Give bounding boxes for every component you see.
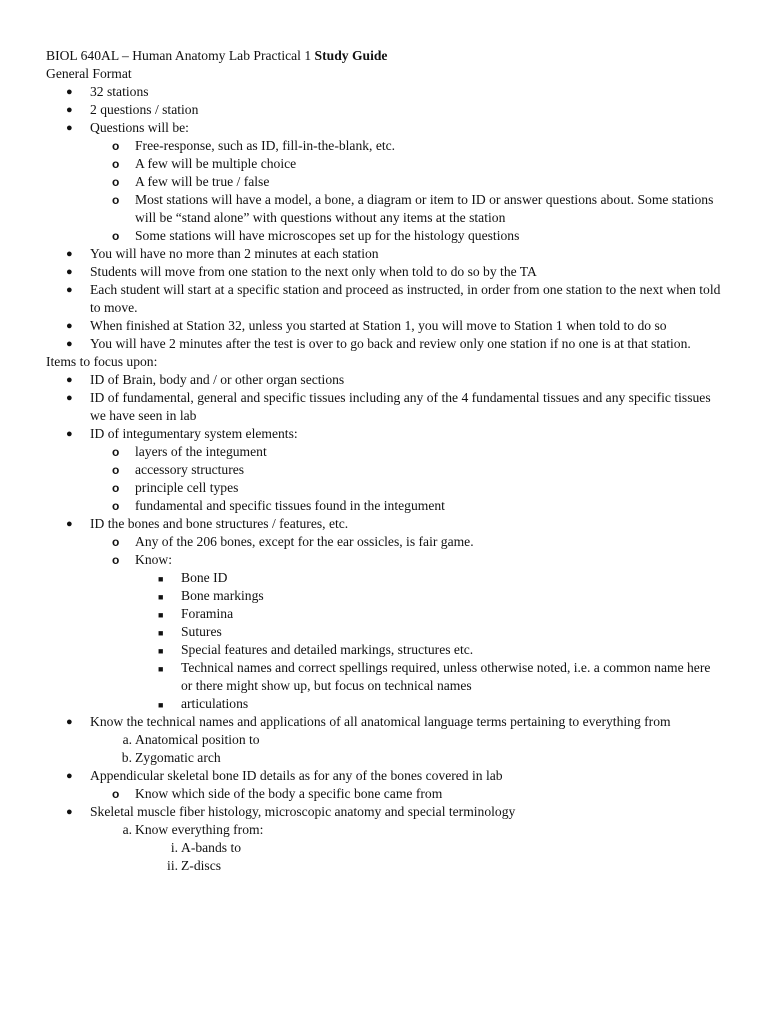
document-title <box>46 47 722 65</box>
sub-list-item <box>46 533 722 551</box>
list-item <box>46 263 722 281</box>
bullet-icon: ● <box>66 248 73 260</box>
sub-list-item <box>46 227 722 245</box>
circle-bullet-icon: o <box>112 787 120 801</box>
list-item-text: Questions will be: <box>90 120 189 135</box>
sub-list-item <box>46 551 722 569</box>
sub-sub-list-item <box>46 587 722 605</box>
list-item-text: Technical names and correct spellings required, unless otherwise noted, i.e. a common name here or there might show up, but focus on technical names <box>181 660 711 693</box>
title-bold-text: Study Guide <box>314 48 388 63</box>
bullet-icon: ● <box>66 320 73 332</box>
list-item <box>46 803 722 821</box>
circle-bullet-icon: o <box>112 445 120 459</box>
list-item <box>46 515 722 533</box>
sub-sub-list-item <box>46 569 722 587</box>
list-item-text: ID the bones and bone structures / features, etc. <box>90 516 349 531</box>
list-item-text: layers of the integument <box>135 444 267 459</box>
list-item <box>46 101 722 119</box>
list-item-text: Know which side of the body a specific bone came from <box>135 786 443 801</box>
bullet-icon: ● <box>66 806 73 818</box>
list-item <box>46 335 722 353</box>
list-item-text: Foramina <box>181 606 234 621</box>
list-item-text: You will have no more than 2 minutes at each station <box>90 246 379 261</box>
circle-bullet-icon: o <box>112 481 120 495</box>
bullet-icon: ● <box>66 266 73 278</box>
bullet-icon: ● <box>66 770 73 782</box>
sub-list-item <box>46 191 722 227</box>
list-item-text: ID of integumentary system elements: <box>90 426 298 441</box>
circle-bullet-icon: o <box>112 229 120 243</box>
bullet-list <box>46 371 722 875</box>
list-item-text: ID of fundamental, general and specific tissues including any of the 4 fundamental tissues and any specific tissues we have seen in lab <box>90 390 711 423</box>
circle-bullet-icon: o <box>112 157 120 171</box>
bullet-list <box>46 83 722 353</box>
list-item-text: Most stations will have a model, a bone, a diagram or item to ID or answer questions about. Some stations will be “stand alone” with questions without any items at the station <box>135 192 714 225</box>
sub-list-item <box>46 155 722 173</box>
sub-list-item <box>46 479 722 497</box>
square-bullet-icon: ■ <box>158 610 164 620</box>
bullet-icon: ● <box>66 104 73 116</box>
section-heading: Items to focus upon: <box>46 354 158 369</box>
list-marker: i. <box>170 840 178 855</box>
bullet-icon: ● <box>66 338 73 350</box>
list-item-text: articulations <box>181 696 249 711</box>
sub-list-item <box>46 137 722 155</box>
circle-bullet-icon: o <box>112 463 120 477</box>
list-item-text: 32 stations <box>90 84 149 99</box>
circle-bullet-icon: o <box>112 139 120 153</box>
section-heading: General Format <box>46 66 132 81</box>
sub-list-item <box>46 443 722 461</box>
list-item <box>46 317 722 335</box>
list-item-text: accessory structures <box>135 462 245 477</box>
sub-sub-list-item <box>46 857 722 875</box>
bullet-icon: ● <box>66 374 73 386</box>
square-bullet-icon: ■ <box>158 664 164 674</box>
sub-list-item <box>46 821 722 839</box>
list-item <box>46 371 722 389</box>
list-item-text: Special features and detailed markings, structures etc. <box>181 642 474 657</box>
list-item-text: A few will be multiple choice <box>135 156 297 171</box>
list-item-text: Appendicular skeletal bone ID details as for any of the bones covered in lab <box>90 768 503 783</box>
list-item <box>46 245 722 263</box>
sub-sub-list-item <box>46 605 722 623</box>
sub-list-item <box>46 497 722 515</box>
list-item <box>46 281 722 317</box>
list-item-text: Bone markings <box>181 588 264 603</box>
sub-sub-list-item <box>46 641 722 659</box>
list-item-text: When finished at Station 32, unless you started at Station 1, you will move to Station 1 when told to do so <box>90 318 667 333</box>
bullet-icon: ● <box>66 716 73 728</box>
list-marker: a. <box>122 822 132 837</box>
sub-sub-list-item <box>46 839 722 857</box>
square-bullet-icon: ■ <box>158 628 164 638</box>
circle-bullet-icon: o <box>112 553 120 567</box>
list-item-text: Skeletal muscle fiber histology, microscopic anatomy and special terminology <box>90 804 516 819</box>
list-item-text: Free-response, such as ID, fill-in-the-blank, etc. <box>135 138 396 153</box>
square-bullet-icon: ■ <box>158 646 164 656</box>
list-item-text: Zygomatic arch <box>135 750 221 765</box>
list-marker: ii. <box>167 858 178 873</box>
bullet-icon: ● <box>66 284 73 296</box>
list-item <box>46 83 722 101</box>
sub-list-item <box>46 173 722 191</box>
list-marker: a. <box>122 732 132 747</box>
list-item-text: Anatomical position to <box>135 732 260 747</box>
list-item <box>46 767 722 785</box>
square-bullet-icon: ■ <box>158 592 164 602</box>
bullet-icon: ● <box>66 392 73 404</box>
list-item-text: A few will be true / false <box>135 174 270 189</box>
list-item-text: You will have 2 minutes after the test is over to go back and review only one station if no one is at that station. <box>90 336 691 351</box>
list-item-text: Know everything from: <box>135 822 264 837</box>
list-item-text: Know: <box>135 552 173 567</box>
sub-list-item <box>46 731 722 749</box>
list-item <box>46 425 722 443</box>
sub-list-item <box>46 749 722 767</box>
list-item-text: Sutures <box>181 624 222 639</box>
list-item <box>46 119 722 137</box>
title-text: BIOL 640AL – Human Anatomy Lab Practical 1 <box>46 48 315 63</box>
list-marker: b. <box>121 750 132 765</box>
sub-sub-list-item <box>46 659 722 695</box>
square-bullet-icon: ■ <box>158 574 164 584</box>
list-item <box>46 389 722 425</box>
list-item-text: fundamental and specific tissues found in the integument <box>135 498 445 513</box>
list-item-text: ID of Brain, body and / or other organ sections <box>90 372 345 387</box>
list-item-text: A-bands to <box>181 840 242 855</box>
circle-bullet-icon: o <box>112 175 120 189</box>
sub-sub-list-item <box>46 695 722 713</box>
list-item-text: 2 questions / station <box>90 102 199 117</box>
bullet-icon: ● <box>66 428 73 440</box>
bullet-icon: ● <box>66 86 73 98</box>
sub-list-item <box>46 461 722 479</box>
bullet-icon: ● <box>66 518 73 530</box>
list-item-text: Know the technical names and applications of all anatomical language terms pertaining to everything from <box>90 714 671 729</box>
list-item-text: Some stations will have microscopes set up for the histology questions <box>135 228 520 243</box>
list-item-text: Students will move from one station to the next only when told to do so by the TA <box>90 264 537 279</box>
circle-bullet-icon: o <box>112 535 120 549</box>
list-item-text: Bone ID <box>181 570 228 585</box>
sub-sub-list-item <box>46 623 722 641</box>
list-item-text: principle cell types <box>135 480 239 495</box>
list-item-text: Z-discs <box>181 858 222 873</box>
list-item <box>46 713 722 731</box>
list-item-text: Each student will start at a specific station and proceed as instructed, in order from one station to the next when told to move. <box>90 282 721 315</box>
circle-bullet-icon: o <box>112 193 120 207</box>
square-bullet-icon: ■ <box>158 700 164 710</box>
bullet-icon: ● <box>66 122 73 134</box>
list-item-text: Any of the 206 bones, except for the ear ossicles, is fair game. <box>135 534 474 549</box>
sub-list-item <box>46 785 722 803</box>
circle-bullet-icon: o <box>112 499 120 513</box>
